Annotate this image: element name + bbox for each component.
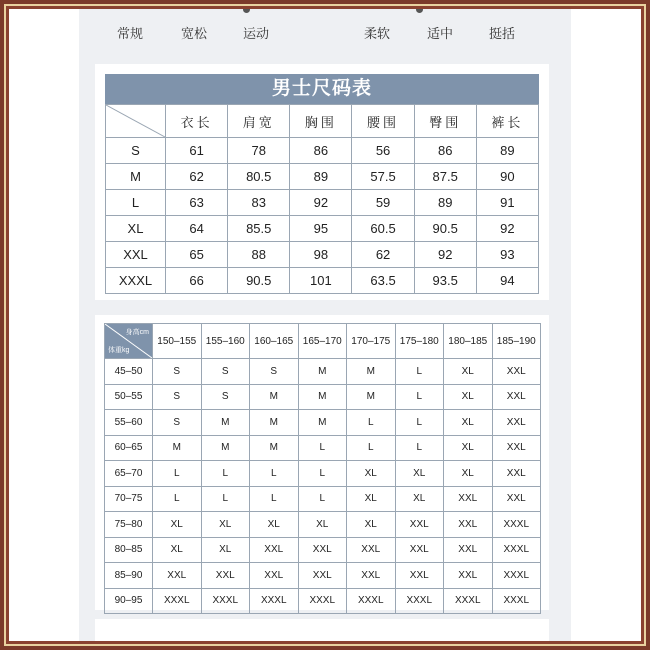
table-cell: XXL	[444, 486, 493, 512]
weight-row-label: 80–85	[105, 537, 153, 563]
height-column-header: 180–185	[444, 324, 493, 359]
height-column-header: 170–175	[347, 324, 396, 359]
table-cell: XXL	[347, 563, 396, 589]
table-cell: S	[153, 359, 202, 385]
table-cell: M	[347, 359, 396, 385]
table-cell: L	[201, 461, 250, 487]
table-cell: 92	[290, 190, 352, 216]
table-row	[106, 216, 539, 242]
table-cell: XXXL	[492, 588, 541, 614]
feel-label-sport: 运动	[243, 26, 270, 41]
table-cell: 62	[166, 164, 228, 190]
column-header: 胸围	[290, 105, 352, 138]
feel-label-loose: 宽松	[181, 26, 208, 41]
weight-row-label: 55–60	[105, 410, 153, 436]
table-cell: 56	[352, 138, 414, 164]
table-cell: 87.5	[414, 164, 476, 190]
table-cell: XL	[395, 486, 444, 512]
table-header-row	[106, 105, 539, 138]
size-chart-title: 男士尺码表	[105, 74, 539, 104]
table-cell: M	[347, 384, 396, 410]
table-cell: L	[201, 486, 250, 512]
table-cell: 86	[414, 138, 476, 164]
feel-label-stiff: 挺括	[489, 26, 516, 41]
table-cell: XL	[250, 512, 299, 538]
table-cell: XL	[153, 512, 202, 538]
table-cell: M	[201, 435, 250, 461]
table-cell: 63.5	[352, 268, 414, 294]
feel-indicator-dot	[416, 9, 423, 13]
table-row	[105, 563, 541, 589]
weight-row-label: 65–70	[105, 461, 153, 487]
size-label: L	[106, 190, 166, 216]
table-cell: 91	[476, 190, 538, 216]
size-label: XL	[106, 216, 166, 242]
table-cell: XXXL	[347, 588, 396, 614]
table-cell: S	[153, 410, 202, 436]
table-cell: L	[395, 384, 444, 410]
table-row	[105, 461, 541, 487]
weight-axis-label: 体重kg	[108, 347, 130, 354]
table-cell: L	[250, 461, 299, 487]
size-label: XXL	[106, 242, 166, 268]
table-cell: 62	[352, 242, 414, 268]
height-weight-chart-card	[95, 315, 549, 610]
image-canvas	[9, 9, 641, 641]
table-cell: 66	[166, 268, 228, 294]
table-cell: XXL	[395, 563, 444, 589]
column-header: 腰围	[352, 105, 414, 138]
table-cell: 60.5	[352, 216, 414, 242]
table-cell: 83	[228, 190, 290, 216]
table-cell: XL	[201, 537, 250, 563]
table-cell: XXXL	[444, 588, 493, 614]
table-cell: M	[298, 359, 347, 385]
table-cell: 85.5	[228, 216, 290, 242]
size-label: XXXL	[106, 268, 166, 294]
table-cell: 94	[476, 268, 538, 294]
weight-row-label: 45–50	[105, 359, 153, 385]
table-cell: XL	[347, 461, 396, 487]
column-header: 裤长	[476, 105, 538, 138]
table-row	[106, 242, 539, 268]
column-header: 肩宽	[228, 105, 290, 138]
column-header: 臀围	[414, 105, 476, 138]
table-row	[105, 486, 541, 512]
table-cell: XXL	[444, 512, 493, 538]
table-corner-cell	[106, 105, 166, 138]
table-cell: M	[298, 410, 347, 436]
table-cell: XXL	[492, 359, 541, 385]
table-cell: 89	[476, 138, 538, 164]
table-cell: 95	[290, 216, 352, 242]
table-cell: XL	[444, 435, 493, 461]
table-cell: XXXL	[395, 588, 444, 614]
weight-row-label: 85–90	[105, 563, 153, 589]
table-cell: XXL	[250, 537, 299, 563]
table-cell: XL	[347, 512, 396, 538]
feel-label-regular: 常规	[117, 26, 144, 41]
table-cell: L	[347, 410, 396, 436]
table-cell: XL	[444, 461, 493, 487]
table-row	[105, 435, 541, 461]
fabric-feel-row	[79, 9, 571, 49]
table-cell: L	[153, 486, 202, 512]
height-column-header: 160–165	[250, 324, 299, 359]
table-cell: XXL	[492, 435, 541, 461]
table-row	[106, 268, 539, 294]
weight-row-label: 75–80	[105, 512, 153, 538]
table-cell: S	[153, 384, 202, 410]
table-cell: M	[153, 435, 202, 461]
feel-indicator-dot	[243, 9, 250, 13]
table-cell: 90.5	[414, 216, 476, 242]
table-cell: L	[250, 486, 299, 512]
table-cell: XXL	[492, 410, 541, 436]
diagonal-line	[106, 105, 165, 137]
table-cell: 80.5	[228, 164, 290, 190]
table-cell: 89	[414, 190, 476, 216]
footer-card	[95, 619, 549, 641]
table-cell: M	[250, 435, 299, 461]
table-cell: XL	[444, 384, 493, 410]
table-cell: XXXL	[250, 588, 299, 614]
table-cell: L	[395, 410, 444, 436]
feel-label-soft: 柔软	[364, 26, 391, 41]
height-column-header: 155–160	[201, 324, 250, 359]
table-cell: S	[201, 384, 250, 410]
table-row	[105, 359, 541, 385]
height-weight-size-table	[104, 323, 541, 614]
table-header-row	[105, 324, 541, 359]
table-cell: 98	[290, 242, 352, 268]
table-cell: XXXL	[492, 537, 541, 563]
weight-row-label: 60–65	[105, 435, 153, 461]
mens-size-table	[105, 104, 539, 294]
table-cell: 90	[476, 164, 538, 190]
table-row	[106, 164, 539, 190]
table-row	[105, 512, 541, 538]
table-cell: 64	[166, 216, 228, 242]
table-row	[106, 190, 539, 216]
table-cell: XXL	[395, 512, 444, 538]
table-cell: 92	[414, 242, 476, 268]
table-cell: XXXL	[201, 588, 250, 614]
weight-row-label: 70–75	[105, 486, 153, 512]
table-cell: XXL	[444, 537, 493, 563]
table-cell: M	[250, 410, 299, 436]
table-cell: L	[395, 359, 444, 385]
table-cell: XL	[347, 486, 396, 512]
table-cell: S	[250, 359, 299, 385]
height-column-header: 185–190	[492, 324, 541, 359]
table-cell: S	[201, 359, 250, 385]
table-cell: XL	[444, 359, 493, 385]
table-cell: XXXL	[492, 563, 541, 589]
table-cell: XL	[201, 512, 250, 538]
table-cell: XL	[395, 461, 444, 487]
table-row	[105, 537, 541, 563]
weight-row-label: 50–55	[105, 384, 153, 410]
size-guide-sheet	[79, 9, 571, 641]
table-cell: XL	[444, 410, 493, 436]
table-cell: 63	[166, 190, 228, 216]
table-cell: 93.5	[414, 268, 476, 294]
table-cell: XXL	[444, 563, 493, 589]
height-axis-label: 身高cm	[125, 329, 149, 336]
height-column-header: 150–155	[153, 324, 202, 359]
table-cell: XXL	[395, 537, 444, 563]
table-cell: XL	[298, 512, 347, 538]
table-cell: XXL	[298, 563, 347, 589]
table-cell: XXL	[201, 563, 250, 589]
table-cell: XXXL	[492, 512, 541, 538]
table-cell: L	[153, 461, 202, 487]
table-cell: L	[298, 461, 347, 487]
table-cell: 86	[290, 138, 352, 164]
column-header: 衣长	[166, 105, 228, 138]
table-cell: XXL	[347, 537, 396, 563]
table-row	[105, 384, 541, 410]
table-cell: XXXL	[298, 588, 347, 614]
table-cell: 88	[228, 242, 290, 268]
table-cell: 93	[476, 242, 538, 268]
table-cell: XXL	[492, 384, 541, 410]
table-cell: 92	[476, 216, 538, 242]
table-cell: L	[298, 486, 347, 512]
table-cell: 65	[166, 242, 228, 268]
weight-row-label: 90–95	[105, 588, 153, 614]
table-row	[106, 138, 539, 164]
table-cell: XXL	[298, 537, 347, 563]
height-column-header: 175–180	[395, 324, 444, 359]
table-cell: 78	[228, 138, 290, 164]
table-cell: 89	[290, 164, 352, 190]
size-label: M	[106, 164, 166, 190]
table-cell: L	[395, 435, 444, 461]
table-cell: M	[250, 384, 299, 410]
table-cell: L	[347, 435, 396, 461]
table-cell: M	[298, 384, 347, 410]
table-row	[105, 410, 541, 436]
table-cell: XL	[153, 537, 202, 563]
table-cell: XXL	[153, 563, 202, 589]
table-cell: 59	[352, 190, 414, 216]
table-cell: XXL	[492, 486, 541, 512]
table-cell: 61	[166, 138, 228, 164]
size-label: S	[106, 138, 166, 164]
table-cell: XXL	[250, 563, 299, 589]
table-cell: 57.5	[352, 164, 414, 190]
table-cell: XXXL	[153, 588, 202, 614]
table-cell: 90.5	[228, 268, 290, 294]
table-row	[105, 588, 541, 614]
table-cell: L	[298, 435, 347, 461]
mens-size-chart-card	[95, 64, 549, 300]
table-cell: 101	[290, 268, 352, 294]
table-cell: M	[201, 410, 250, 436]
feel-label-medium: 适中	[427, 26, 454, 41]
table-corner-cell	[105, 324, 153, 359]
table-cell: XXL	[492, 461, 541, 487]
height-column-header: 165–170	[298, 324, 347, 359]
